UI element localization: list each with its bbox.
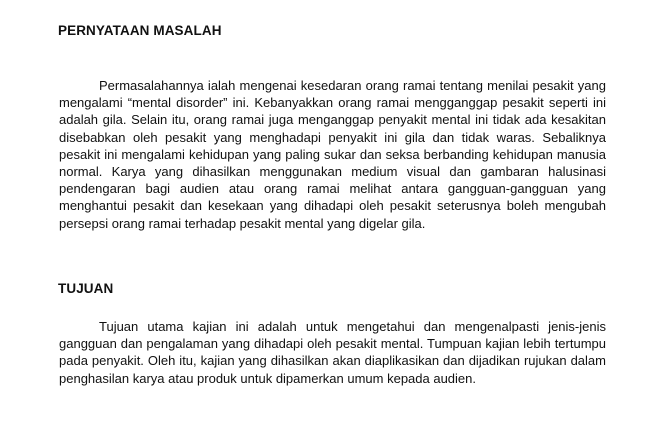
- section-heading-tujuan: TUJUAN: [58, 281, 114, 296]
- section-paragraph-tujuan: Tujuan utama kajian ini adalah untuk mengetahui dan mengenalpasti jenis-jenis gangguan dan pengalaman yang dihadapi oleh pesakit mental. Tumpuan kajian lebih tertumpu pada penyakit. Oleh itu, kajian yang dihasilkan akan diaplikasikan dan dijadikan rujukan dalam penghasilan karya atau produk untuk dipamerkan umum kepada audien.: [59, 319, 606, 386]
- section-paragraph-pernyataan-masalah: Permasalahannya ialah mengenai kesedaran orang ramai tentang menilai pesakit yang mengalami “mental disorder” ini. Kebanyakkan orang ramai mengganggap pesakit seperti ini adalah gila. Selain itu, orang ramai juga menganggap penyakit mental ini tidak ada kesakitan disebabkan oleh pesakit yang menghadapi penyakit ini gila dan tidak waras. Sebaliknya pesakit ini mengalami kehidupan yang paling sukar dan seksa berbanding kehidupan manusia normal. Karya yang dihasilkan menggunakan medium visual dan gambaran halusinasi pendengaran bagi audien atau orang ramai melihat antara gangguan-gangguan yang menghantui pesakit dan kesekaan yang dihadapi oleh pesakit seterusnya boleh mengubah persepsi orang ramai terhadap pesakit mental yang digelar gila.: [59, 78, 606, 231]
- section-heading-pernyataan-masalah: PERNYATAAN MASALAH: [58, 23, 222, 38]
